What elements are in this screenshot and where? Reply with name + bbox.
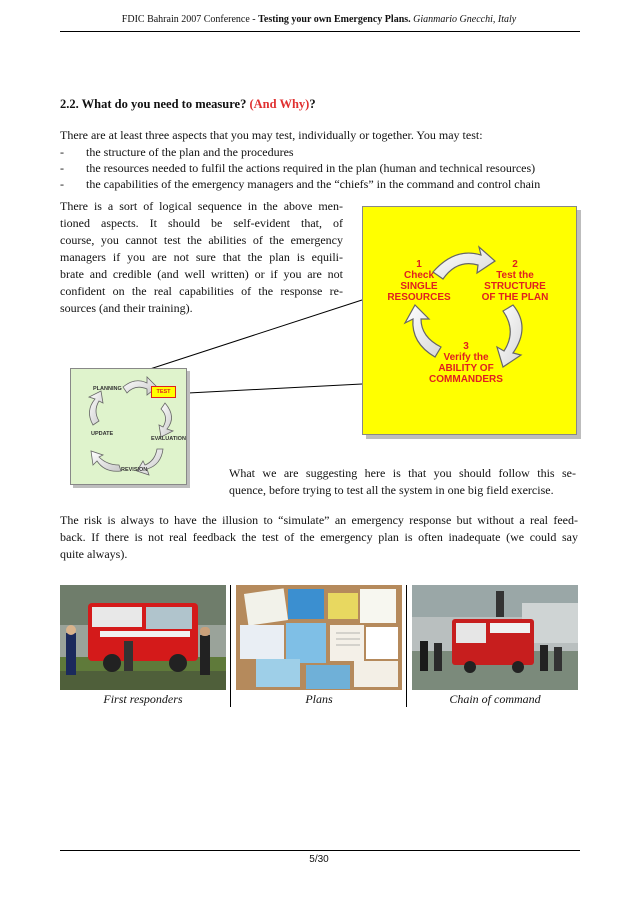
photo-divider bbox=[230, 585, 231, 707]
list-item: - the structure of the plan and the procedures bbox=[60, 145, 294, 159]
mini-arrow-left-icon bbox=[89, 391, 103, 425]
header-author: Gianmario Gnecchi, Italy bbox=[410, 14, 517, 25]
header-prefix: FDIC Bahrain 2007 Conference - bbox=[121, 14, 259, 25]
photo-divider bbox=[406, 585, 407, 707]
heading-red-text: (And Why) bbox=[249, 97, 310, 111]
list-item-text: the resources needed to fulfil the actions required in the plan (human and technical resources) bbox=[86, 161, 536, 175]
paragraph-line: back. If there is not real feedback the test of the emergency plan is often inadequate (we could say bbox=[60, 530, 578, 544]
paragraph-line: tioned aspects. It should be self-evident that, of bbox=[60, 216, 343, 230]
header-title: Testing your own Emergency Plans. bbox=[258, 14, 411, 25]
risk-paragraph bbox=[60, 512, 578, 563]
step-3-label: 3 Verify the ABILITY OF COMMANDERS bbox=[429, 341, 503, 385]
command-vehicle-photo-icon bbox=[412, 585, 578, 690]
suggestion-paragraph bbox=[229, 465, 576, 499]
chain-of-command-photo bbox=[412, 585, 578, 690]
photo-caption-first-responders: First responders bbox=[103, 692, 183, 706]
paragraph-line: course, you cannot test the abilities of the emergency bbox=[60, 233, 343, 247]
evaluation-label: EVALUATION bbox=[151, 436, 186, 442]
planning-label: PLANNING bbox=[93, 386, 122, 392]
test-label: TEST bbox=[151, 386, 176, 398]
photo-caption-plans: Plans bbox=[305, 692, 333, 706]
update-label: UPDATE bbox=[91, 431, 114, 437]
three-step-cycle-diagram bbox=[362, 206, 577, 435]
first-responders-photo bbox=[60, 585, 226, 690]
heading-text: 2.2. What do you need to measure? bbox=[60, 97, 250, 111]
photo-caption-chain-of-command: Chain of command bbox=[449, 692, 541, 706]
heading-end: ? bbox=[309, 97, 316, 111]
list-item-text: the structure of the plan and the procedures bbox=[86, 145, 294, 159]
paragraph-line: quite always). bbox=[60, 547, 128, 561]
plans-photo bbox=[236, 585, 402, 690]
fire-truck-photo-icon bbox=[60, 585, 226, 690]
paragraph-line: What we are suggesting here is that you should follow this se- bbox=[229, 466, 576, 480]
paragraph-line: The risk is always to have the illusion to “simulate” an emergency response but without a real feed- bbox=[60, 513, 578, 527]
list-item: - the capabilities of the emergency managers and the “chiefs” in the command and control chain bbox=[60, 177, 541, 191]
revision-label: REVISION bbox=[121, 467, 148, 473]
intro-paragraph: There are at least three aspects that you may test, individually or together. You may test: bbox=[60, 128, 483, 142]
mini-arrow-right-icon bbox=[159, 403, 173, 437]
paragraph-line: There is a sort of logical sequence in the above men- bbox=[60, 199, 343, 213]
paragraph-line: sources (and their training). bbox=[60, 301, 193, 315]
step-2-label: 2 Test the STRUCTURE OF THE PLAN bbox=[481, 259, 549, 303]
page-number: 5/30 bbox=[309, 854, 329, 865]
paragraph-line: confident on the real capabilities of the response re- bbox=[60, 284, 343, 298]
planning-cycle-diagram bbox=[70, 368, 187, 485]
paragraph-line: brate and credible (and well written) or if you are not bbox=[60, 267, 343, 281]
list-item: - the resources needed to fulfil the actions required in the plan (human and technical resources) bbox=[60, 161, 536, 175]
mini-arrow-bottom-icon bbox=[91, 451, 121, 471]
paragraph-line: managers if you are not sure that the plan is equili- bbox=[60, 250, 343, 264]
list-item-text: the capabilities of the emergency managers and the “chiefs” in the command and control chain bbox=[86, 177, 541, 191]
footer-rule bbox=[60, 850, 580, 851]
plan-documents-photo-icon bbox=[236, 585, 402, 690]
paragraph-line: quence, before trying to test all the system in one big field exercise. bbox=[229, 483, 554, 497]
cycle-arrows bbox=[363, 207, 576, 434]
step-1-label: 1 Check SINGLE RESOURCES bbox=[387, 259, 451, 303]
